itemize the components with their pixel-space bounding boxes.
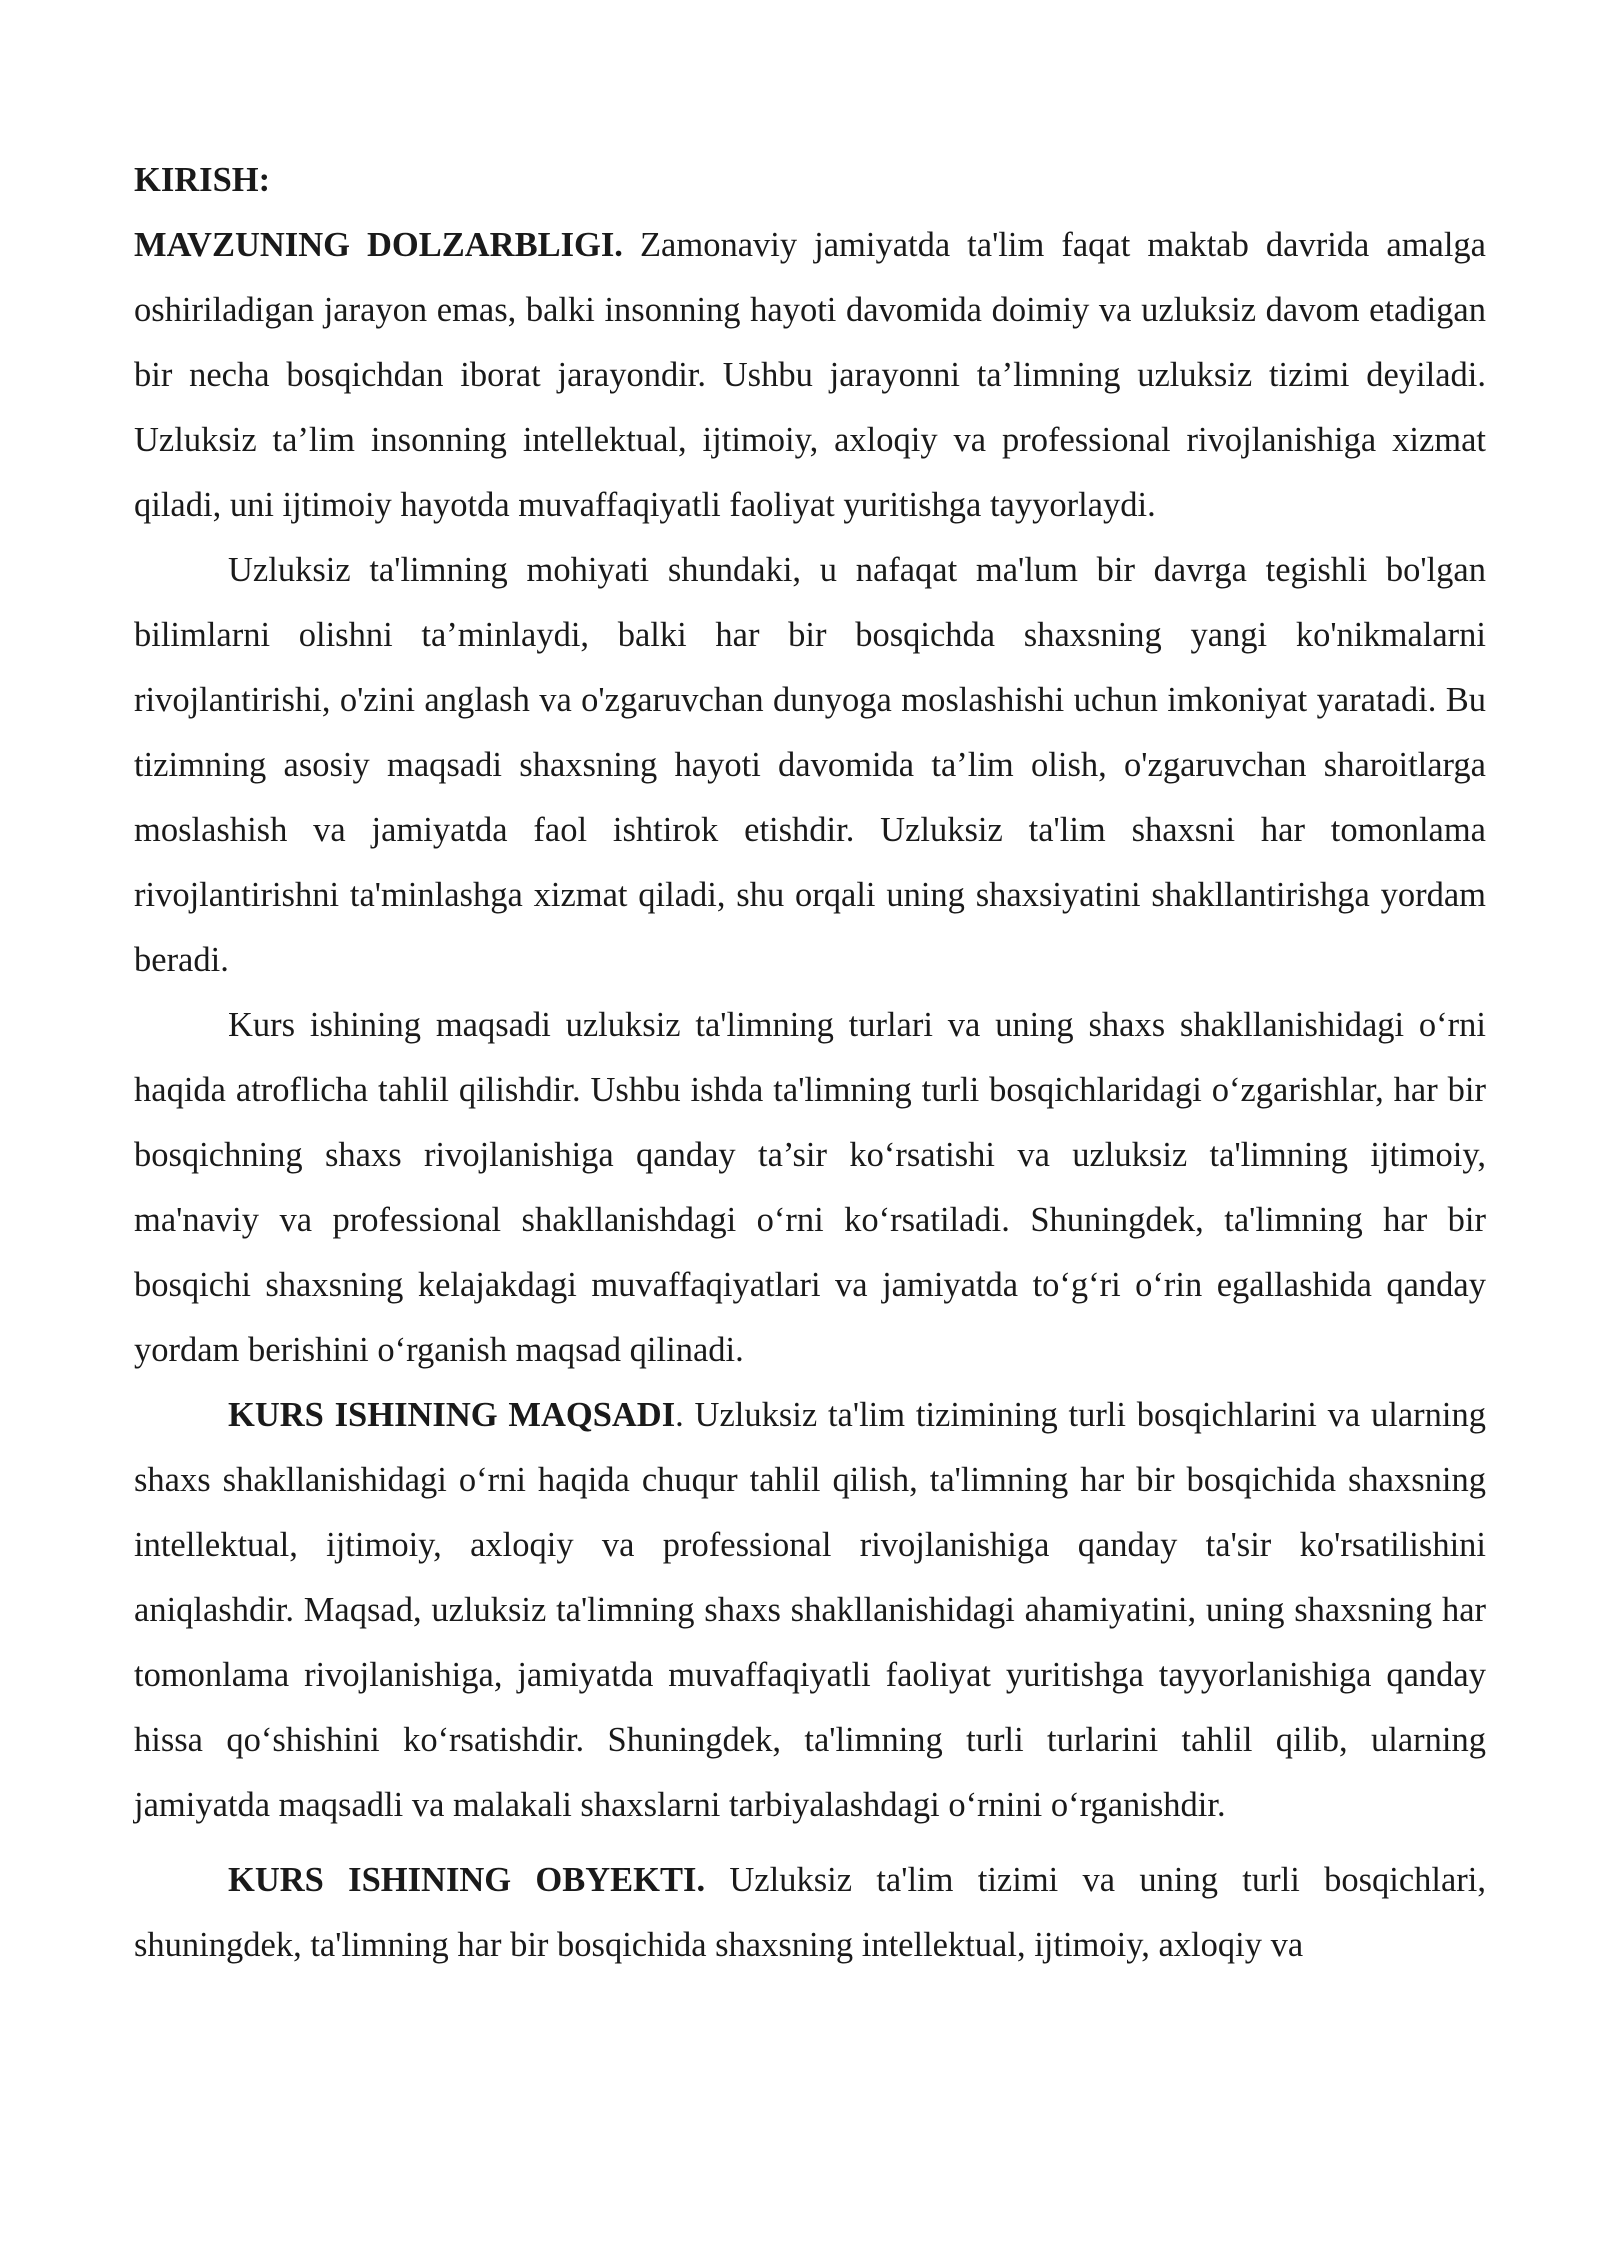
paragraph-text: Uzluksiz ta'lim tizimi va uning turli bosqichlari, shuningdek, ta'limning har bir bosqichida shaxsning intellektual, ijtimoiy, axloqiy va (134, 1861, 1486, 1964)
paragraph-relevance (134, 213, 1486, 538)
paragraph-lead: KURS ISHINING MAQSADI (228, 1396, 676, 1434)
paragraph-text: Zamonaviy jamiyatda ta'lim faqat maktab davrida amalga oshiriladigan jarayon emas, balki insonning hayoti davomida doimiy va uzluksiz davom etadigan bir necha bosqichdan iborat jarayondir. Ushbu jarayonni ta’limning uzluksiz tizimi deyiladi. Uzluksiz ta’lim insonning intellektual, ijtimoiy, axloqiy va professional rivojlanishiga xizmat qiladi, uni ijtimoiy hayotda muvaffaqiyatli faoliyat yuritishga tayyorlaydi. (134, 226, 1486, 524)
paragraph-course-aim (134, 993, 1486, 1383)
paragraph-text: . Uzluksiz ta'lim tizimining turli bosqichlarini va ularning shaxs shakllanishidagi o‘rni haqida chuqur tahlil qilish, ta'limning har bir bosqichida shaxsning intellektual, ijtimoiy, axloqiy va professional rivojlanishiga qanday ta'sir ko'rsatilishini aniqlashdir. Maqsad, uzluksiz ta'limning shaxs shakllanishidagi ahamiyatini, uning shaxsning har tomonlama rivojlanishiga, jamiyatda muvaffaqiyatli faoliyat yuritishga tayyorlanishiga qanday hissa qo‘shishini ko‘rsatishdir. Shuningdek, ta'limning turli turlarini tahlil qilib, ularning jamiyatda maqsadli va malakali shaxslarni tarbiyalashdagi o‘rnini o‘rganishdir. (134, 1396, 1486, 1824)
document-body (134, 148, 1486, 1978)
paragraph-text: Kurs ishining maqsadi uzluksiz ta'limning turlari va uning shaxs shakllanishidagi o‘rni haqida atroflicha tahlil qilishdir. Ushbu ishda ta'limning turli bosqichlaridagi o‘zgarishlar, har bir bosqichning shaxs rivojlanishiga qanday ta’sir ko‘rsatishi va uzluksiz ta'limning ijtimoiy, ma'naviy va professional shakllanishdagi o‘rni ko‘rsatiladi. Shuningdek, ta'limning har bir bosqichi shaxsning kelajakdagi muvaffaqiyatlari va jamiyatda to‘g‘ri o‘rin egallashida qanday yordam berishini o‘rganish maqsad qilinadi. (134, 1006, 1486, 1369)
paragraph-goal (134, 1383, 1486, 1838)
paragraph-lead: KURS ISHINING OBYEKTI. (228, 1861, 706, 1899)
paragraph-object (134, 1848, 1486, 1978)
paragraph-text: Uzluksiz ta'limning mohiyati shundaki, u nafaqat ma'lum bir davrga tegishli bo'lgan bilimlarni olishni ta’minlaydi, balki har bir bosqichda shaxsning yangi ko'nikmalarni rivojlantirishi, o'zini anglash va o'zgaruvchan dunyoga moslashishi uchun imkoniyat yaratadi. Bu tizimning asosiy maqsadi shaxsning hayoti davomida ta’lim olish, o'zgaruvchan sharoitlarga moslashish va jamiyatda faol ishtirok etishdir. Uzluksiz ta'lim shaxsni har tomonlama rivojlantirishni ta'minlashga xizmat qiladi, shu orqali uning shaxsiyatini shakllantirishga yordam beradi. (134, 551, 1486, 979)
paragraph-lead: MAVZUNING DOLZARBLIGI. (134, 226, 623, 264)
section-heading: KIRISH: (134, 161, 271, 199)
paragraph-essence (134, 538, 1486, 993)
